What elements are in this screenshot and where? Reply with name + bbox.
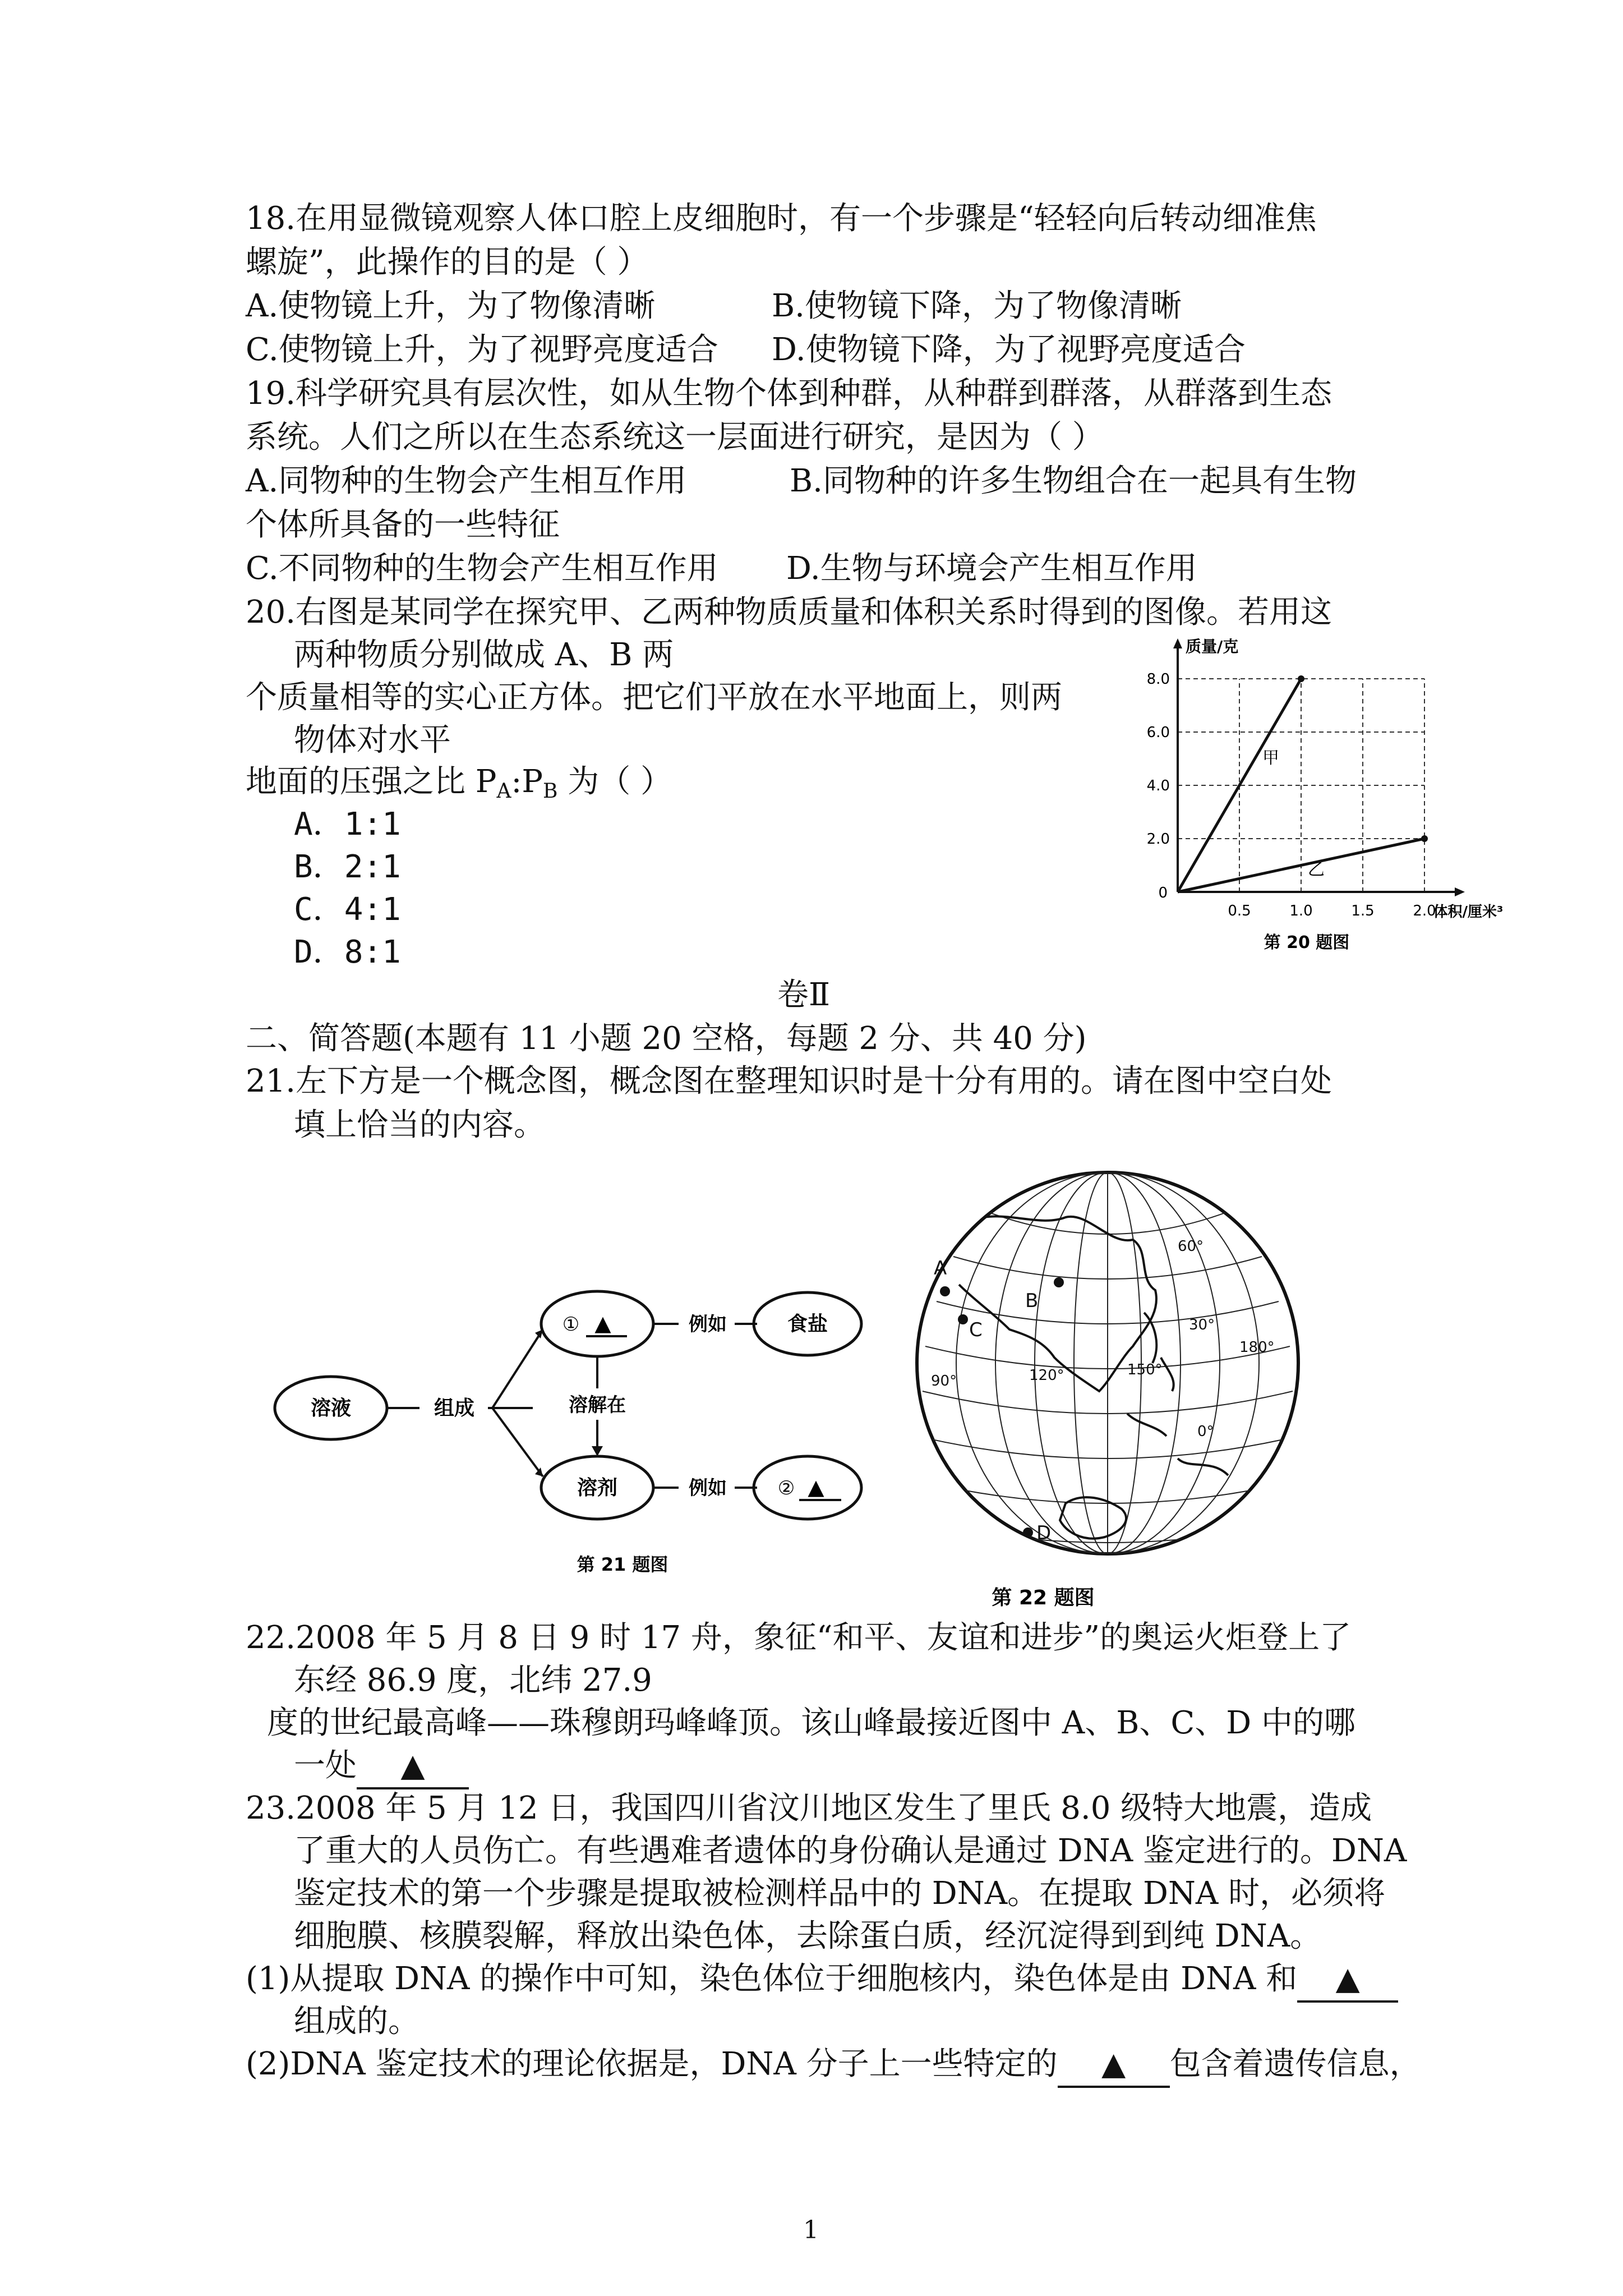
q22-stem-line4 xyxy=(294,1745,469,1789)
y-axis-label: 质量/克 xyxy=(1186,637,1239,656)
node-salt-label: 食盐 xyxy=(787,1313,828,1336)
node-solution-label: 溶液 xyxy=(310,1397,352,1420)
edge-example1-label: 例如 xyxy=(689,1313,727,1336)
q21-stem-line2: 填上恰当的内容。 xyxy=(294,1107,545,1143)
q23-stem-line2: 了重大的人员伤亡。有些遇难者遗体的身份确认是通过 DNA 鉴定进行的。DNA xyxy=(294,1833,1407,1869)
q19-option-a: A.同物种的生物会产生相互作用 xyxy=(246,463,687,499)
x-axis-label: 体积/厘米³ xyxy=(1433,904,1504,921)
q18-option-d: D.使物镜下降，为了视野亮度适合 xyxy=(772,332,1246,368)
q23-part2 xyxy=(246,2043,1421,2088)
q20-ratio-colon: :P xyxy=(511,763,543,800)
q21-concept-map xyxy=(264,1268,909,1582)
x-tick-label: 1.0 xyxy=(1289,903,1313,919)
lat-0-label: 0° xyxy=(1197,1423,1214,1440)
x-tick-label: 0.5 xyxy=(1228,903,1251,919)
origin-label: 0 xyxy=(1158,885,1168,901)
point-a-marker xyxy=(940,1286,950,1296)
point-a-label: A xyxy=(934,1257,947,1280)
y-tick-label: 8.0 xyxy=(1146,671,1170,688)
lon-150-label: 150° xyxy=(1127,1361,1163,1378)
q18-option-b: B.使物镜下降，为了物像清晰 xyxy=(772,288,1182,324)
node-solvent-label: 溶剂 xyxy=(577,1476,618,1499)
q20-mass-volume-chart xyxy=(1116,634,1520,959)
q23-part2-text-end: 包含着遗传信息， xyxy=(1169,2046,1421,2082)
q18-stem-line1: 18.在用显微镜观察人体口腔上皮细胞时，有一个步骤是“轻轻向后转动细准焦 xyxy=(246,200,1317,237)
q23-part1-text: (1)从提取 DNA 的操作中可知，染色体位于细胞核内，染色体是由 DNA 和 xyxy=(246,1961,1298,1997)
q19-stem-line1: 19.科学研究具有层次性，如从生物个体到种群，从种群到群落，从群落到生态 xyxy=(246,375,1332,412)
blank-marker-1: ▲ xyxy=(594,1311,611,1336)
y-tick-label: 2.0 xyxy=(1146,831,1170,848)
q19-stem-line2: 系统。人们之所以在生态系统这一层面进行研究，是因为（ ） xyxy=(246,419,1104,455)
x-tick-label: 1.5 xyxy=(1351,903,1375,919)
volume-title: 卷Ⅱ xyxy=(777,977,831,1013)
y-axis-arrow xyxy=(1173,638,1182,648)
q23-part1-blank[interactable]: ▲ xyxy=(1297,1958,1398,2003)
lat-30-label: 30° xyxy=(1189,1317,1215,1333)
q23-part1-cont: 组成的。 xyxy=(294,2003,419,2040)
q22-stem-line1: 22.2008 年 5 月 8 日 9 时 17 舟，象征“和平、友谊和进步”的奥运火炬登上了 xyxy=(246,1619,1352,1656)
lon-90-label: 90° xyxy=(931,1373,957,1389)
q20-sub-a: A xyxy=(496,780,511,803)
q22-stem-text: 一处 xyxy=(294,1747,357,1784)
edge-example2-label: 例如 xyxy=(689,1477,727,1499)
series-end-point-2 xyxy=(1421,835,1428,842)
q22-globe-figure xyxy=(897,1144,1324,1616)
q23-part1 xyxy=(246,1958,1398,2003)
q18-option-c: C.使物镜上升，为了视野亮度适合 xyxy=(246,332,718,368)
y-tick-label: 6.0 xyxy=(1146,724,1170,741)
chart-grid xyxy=(1178,679,1424,892)
y-tick-label: 4.0 xyxy=(1146,777,1170,794)
q22-caption: 第 22 题图 xyxy=(992,1586,1095,1609)
node-solute-number: ① xyxy=(562,1313,580,1336)
point-c-label: C xyxy=(969,1319,983,1341)
q20-ratio-prefix: 地面的压强之比 P xyxy=(246,763,497,800)
point-c-marker xyxy=(958,1314,968,1324)
q20-option-c: C．4:1 xyxy=(294,891,401,928)
q23-stem-line3: 鉴定技术的第一个步骤是提取被检测样品中的 DNA。在提取 DNA 时，必须将 xyxy=(294,1875,1386,1912)
x-axis-arrow xyxy=(1455,887,1465,896)
q23-part2-blank[interactable]: ▲ xyxy=(1058,2043,1170,2088)
edge-dissolve-label: 溶解在 xyxy=(569,1394,626,1416)
q19-option-b-cont: 个体所具备的一些特征 xyxy=(246,507,560,543)
q23-stem-line4: 细胞膜、核膜裂解，释放出染色体，去除蛋白质，经沉淀得到到纯 DNA。 xyxy=(294,1918,1322,1954)
q21-stem-line1: 21.左下方是一个概念图，概念图在整理知识时是十分有用的。请在图中空白处 xyxy=(246,1063,1332,1099)
lat-60-label: 60° xyxy=(1178,1238,1204,1255)
q22-stem-line2: 东经 86.9 度，北纬 27.9 xyxy=(294,1662,652,1699)
q23-part2-text: (2)DNA 鉴定技术的理论依据是，DNA 分子上一些特定的 xyxy=(246,2046,1058,2082)
point-b-label: B xyxy=(1025,1290,1039,1312)
q20-ratio-suffix: 为（ ） xyxy=(557,763,672,800)
arrow-head xyxy=(592,1446,603,1456)
q21-caption: 第 21 题图 xyxy=(577,1554,668,1575)
q19-option-d: D.生物与环境会产生相互作用 xyxy=(786,550,1197,587)
section-heading: 二、简答题(本题有 11 小题 20 空格，每题 2 分、共 40 分) xyxy=(246,1020,1087,1057)
chart-series xyxy=(1178,675,1428,892)
chart-axes xyxy=(1173,638,1465,896)
q20-option-b: B．2:1 xyxy=(294,849,401,885)
point-d-marker xyxy=(1023,1527,1033,1538)
chart-labels xyxy=(1147,637,1504,921)
q20-stem-line3: 个质量相等的实心正方体。把它们平放在水平地面上，则两 xyxy=(246,679,1062,716)
q18-stem-line2: 螺旋”，此操作的目的是（ ） xyxy=(246,244,649,280)
point-b-marker xyxy=(1054,1277,1064,1287)
q19-option-c: C.不同物种的生物会产生相互作用 xyxy=(246,550,718,587)
edge-to-solvent xyxy=(492,1408,543,1476)
page-number: 1 xyxy=(803,2216,819,2244)
node-blank2-number: ② xyxy=(777,1477,795,1499)
x-tick-label: 2.0 xyxy=(1413,903,1436,919)
q18-option-a: A.使物镜上升，为了物像清晰 xyxy=(246,288,656,324)
blank-marker-2: ▲ xyxy=(808,1475,824,1499)
q23-stem-line1: 23.2008 年 5 月 12 日，我国四川省汶川地区发生了里氏 8.0 级特大地震，造成 xyxy=(246,1790,1372,1826)
q19-option-b: B.同物种的许多生物组合在一起具有生物 xyxy=(790,463,1357,499)
series-label-1: 甲 xyxy=(1262,748,1279,768)
q22-stem-line3: 度的世纪最高峰——珠穆朗玛峰峰顶。该山峰最接近图中 A、B、C、D 中的哪 xyxy=(267,1705,1355,1741)
series-end-point-1 xyxy=(1298,675,1304,682)
series-label-2: 乙 xyxy=(1308,859,1325,880)
q22-answer-blank[interactable]: ▲ xyxy=(357,1745,469,1789)
q20-figure-caption: 第 20 题图 xyxy=(1264,933,1350,953)
lon-120-label: 120° xyxy=(1029,1367,1064,1384)
q20-option-d: D．8:1 xyxy=(294,934,401,970)
q20-stem-line1: 20.右图是某同学在探究甲、乙两种物质质量和体积关系时得到的图像。若用这 xyxy=(246,594,1332,631)
lon-180-label: 180° xyxy=(1239,1339,1275,1356)
edge-to-solute xyxy=(492,1329,543,1408)
q20-option-a: A．1:1 xyxy=(294,806,401,843)
q20-stem-line4: 物体对水平 xyxy=(294,722,451,758)
q20-stem-line2: 两种物质分别做成 A、B 两 xyxy=(294,637,674,673)
point-d-label: D xyxy=(1036,1522,1052,1544)
q20-sub-b: B xyxy=(543,780,558,803)
edge-compose-label: 组成 xyxy=(434,1397,475,1420)
